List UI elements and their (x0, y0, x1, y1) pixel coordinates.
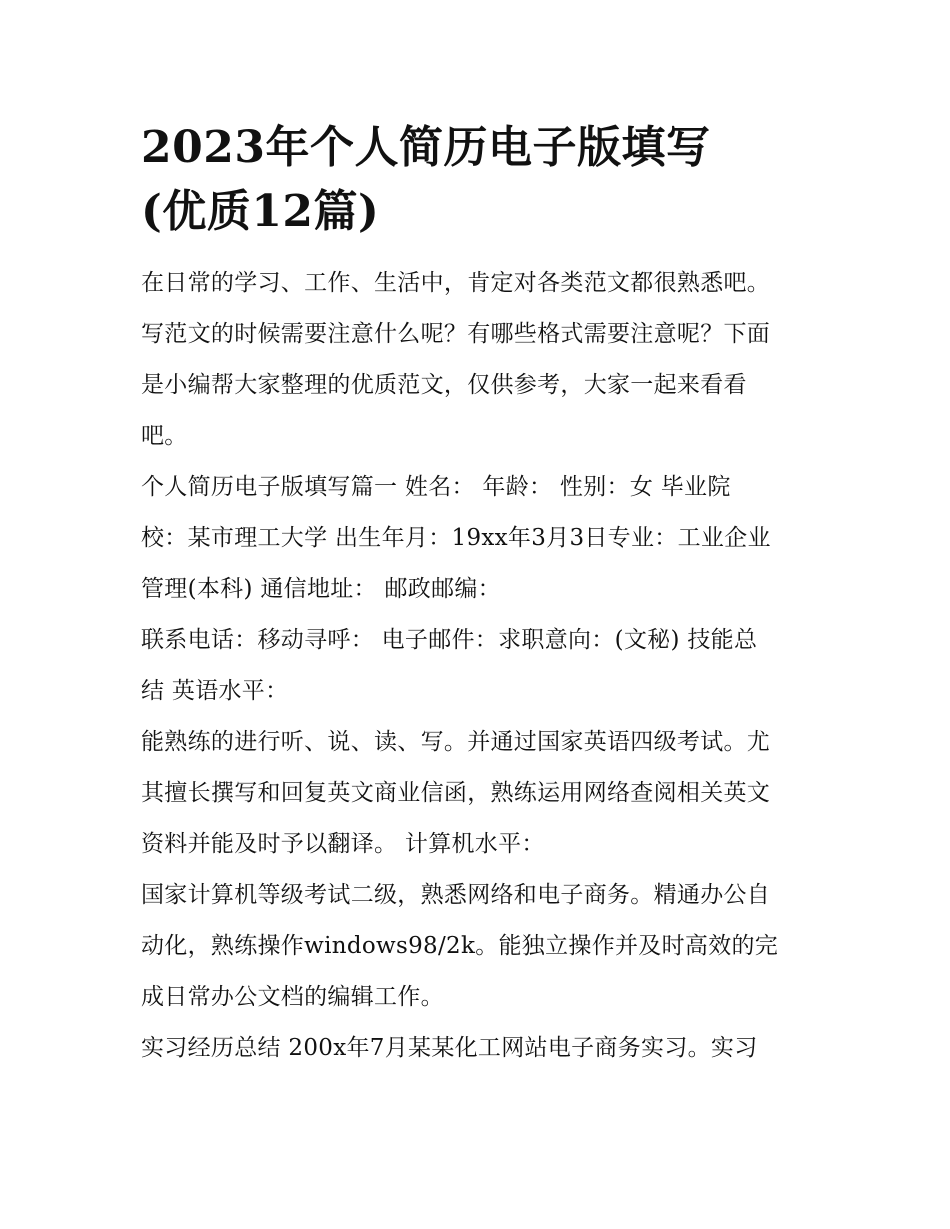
paragraph-internship (141, 1023, 813, 1074)
text-line: 在日常的学习、工作、生活中，肯定对各类范文都很熟悉吧。 (141, 270, 771, 296)
text-line: 吧。 (141, 423, 188, 449)
paragraph-personal-info (141, 462, 813, 615)
text-line: 校：某市理工大学 出生年月：19xx年3月3日专业：工业企业 (141, 525, 771, 551)
text-line: 写范文的时候需要注意什么呢？有哪些格式需要注意呢？下面 (141, 321, 771, 347)
paragraph-computer-skills (141, 870, 813, 1023)
text-line: 结 英语水平： (141, 678, 289, 704)
text-line: 动化，熟练操作windows98/2k。能独立操作并及时高效的完 (141, 933, 779, 959)
paragraph-english-skills (141, 717, 813, 870)
text-line: 实习经历总结 200x年7月某某化工网站电子商务实习。实习 (141, 1035, 758, 1061)
text-line: 成日常办公文档的编辑工作。 (141, 984, 444, 1010)
document-title (141, 116, 813, 244)
paragraph-intro (141, 258, 813, 462)
text-line: 管理(本科) 通信地址： 邮政邮编： (141, 576, 501, 602)
text-line: 其擅长撰写和回复英文商业信函，熟练运用网络查阅相关英文 (141, 780, 771, 806)
document-body (141, 116, 813, 1074)
title-line: 2023年个人简历电子版填写 (141, 122, 711, 173)
text-line: 联系电话：移动寻呼： 电子邮件：求职意向：(文秘) 技能总 (141, 627, 758, 653)
paragraph-contact (141, 615, 813, 717)
text-line: 是小编帮大家整理的优质范文，仅供参考，大家一起来看看 (141, 372, 747, 398)
text-line: 国家计算机等级考试二级，熟悉网络和电子商务。精通办公自 (141, 882, 771, 908)
title-line: (优质12篇) (141, 186, 380, 237)
text-line: 个人简历电子版填写篇一 姓名： 年龄： 性别：女 毕业院 (141, 474, 731, 500)
text-line: 能熟练的进行听、说、读、写。并通过国家英语四级考试。尤 (141, 729, 771, 755)
text-line: 资料并能及时予以翻译。 计算机水平： (141, 831, 545, 857)
